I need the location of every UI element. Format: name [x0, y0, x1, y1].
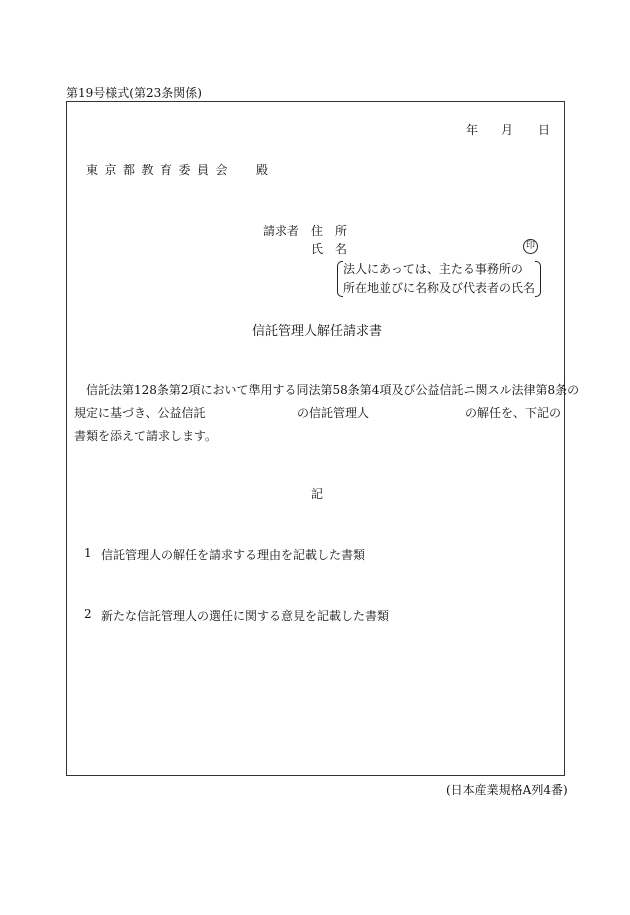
address-label: 住 所 — [311, 224, 348, 238]
body-line-2a: 規定に基づき、公益信託 — [74, 406, 206, 420]
ki-heading: 記 — [311, 487, 324, 501]
item-text: 信託管理人の解任を請求する理由を記載した書類 — [101, 548, 366, 562]
body-line-2c: の解任を、下記の — [465, 406, 562, 420]
body-line-1: 信託法第128条第2項において準用する同法第58条第4項及び公益信託ニ関スル法律第8条の — [86, 383, 580, 397]
document-title: 信託管理人解任請求書 — [252, 324, 383, 339]
item-text: 新たな信託管理人の選任に関する意見を記載した書類 — [101, 609, 390, 623]
date-day: 日 — [538, 123, 551, 137]
body-line-2b: の信託管理人 — [297, 406, 370, 420]
item-number: 1 — [84, 546, 92, 560]
note-bracket-right — [535, 261, 541, 297]
date-month: 月 — [501, 123, 514, 137]
note-line-2: 所在地並びに名称及び代表者の氏名 — [343, 281, 536, 295]
note-line-1: 法人にあっては、主たる事務所の — [343, 262, 523, 276]
name-label: 氏 名 — [311, 242, 348, 256]
body-line-3: 書類を添えて請求します。 — [74, 429, 218, 443]
seal-mark: 印 — [523, 239, 538, 254]
form-number: 第19号様式(第23条関係) — [66, 86, 202, 100]
addressee-name: 東京都教育委員会 — [86, 163, 235, 177]
addressee-honorific: 殿 — [256, 163, 269, 177]
item-number: 2 — [84, 607, 92, 621]
paper-size-note: (日本産業規格A列4番) — [446, 783, 568, 797]
corporation-note — [337, 260, 541, 298]
requester-label: 請求者 — [263, 224, 300, 238]
date-year: 年 — [466, 123, 479, 137]
